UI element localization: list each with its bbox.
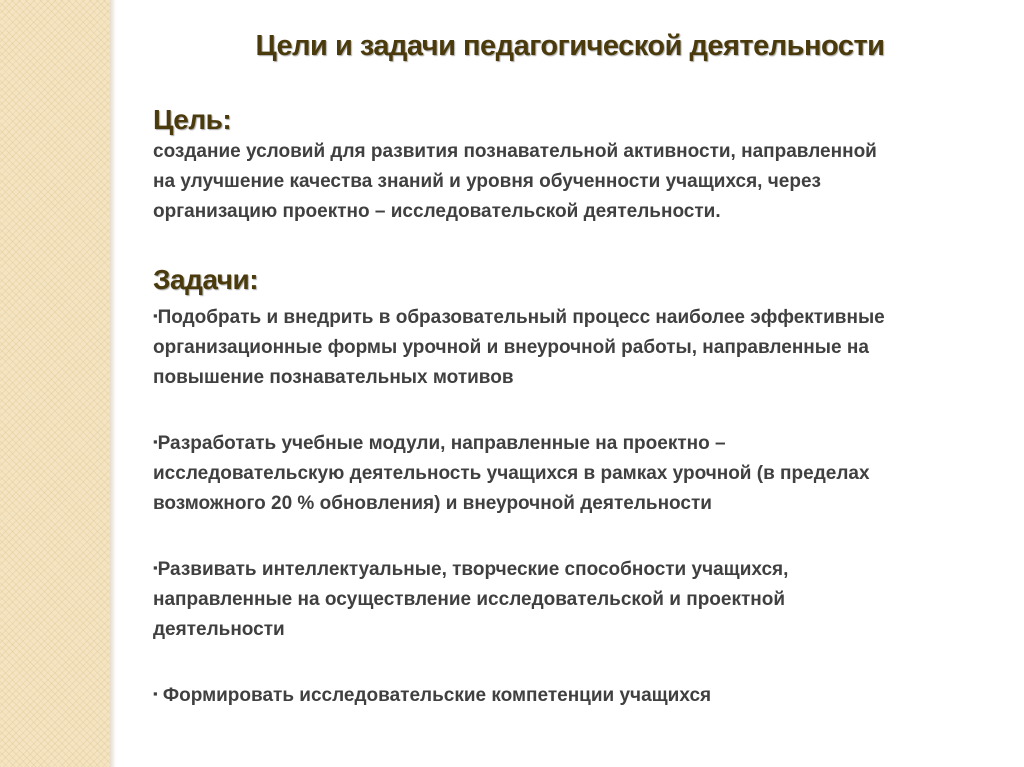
square-bullet-icon: ▪ — [153, 686, 158, 701]
task-line: исследовательскую деятельность учащихся в рамках урочной (в пределах — [153, 463, 870, 484]
square-bullet-icon: ▪ — [153, 434, 158, 449]
goal-line: создание условий для развития познавательной активности, направленной — [153, 141, 877, 162]
task-line: возможного 20 % обновления) и внеурочной деятельности — [153, 493, 712, 514]
task-line: деятельности — [153, 619, 285, 640]
goal-heading: Цель: — [153, 104, 232, 135]
task-line: повышение познавательных мотивов — [153, 367, 514, 388]
task-line: Формировать исследовательские компетенции учащихся — [157, 685, 712, 706]
task-line: Подобрать и внедрить в образовательный процесс наиболее эффективные — [157, 307, 885, 328]
tasks-list — [153, 301, 1003, 711]
slide-title: Цели и задачи педагогической деятельности — [255, 30, 885, 62]
task-line: организационные формы урочной и внеурочной работы, направленные на — [153, 337, 869, 358]
square-bullet-icon: ▪ — [153, 560, 158, 575]
task-item — [153, 679, 1003, 711]
left-decorative-band — [0, 0, 110, 767]
goal-line: организацию проектно – исследовательской деятельности. — [153, 201, 721, 222]
task-item — [153, 427, 1003, 519]
square-bullet-icon: ▪ — [153, 308, 158, 323]
slide-content — [153, 103, 1003, 711]
tasks-heading: Задачи: — [153, 264, 259, 295]
left-band-shadow — [110, 0, 116, 767]
goal-text — [153, 137, 1003, 227]
task-line: Развивать интеллектуальные, творческие способности учащихся, — [157, 559, 789, 580]
task-line: направленные на осуществление исследовательской и проектной — [153, 589, 786, 610]
task-item — [153, 301, 1003, 393]
task-line: Разработать учебные модули, направленные на проектно – — [157, 433, 726, 454]
goal-line: на улучшение качества знаний и уровня обученности учащихся, через — [153, 171, 821, 192]
task-item — [153, 553, 1003, 645]
